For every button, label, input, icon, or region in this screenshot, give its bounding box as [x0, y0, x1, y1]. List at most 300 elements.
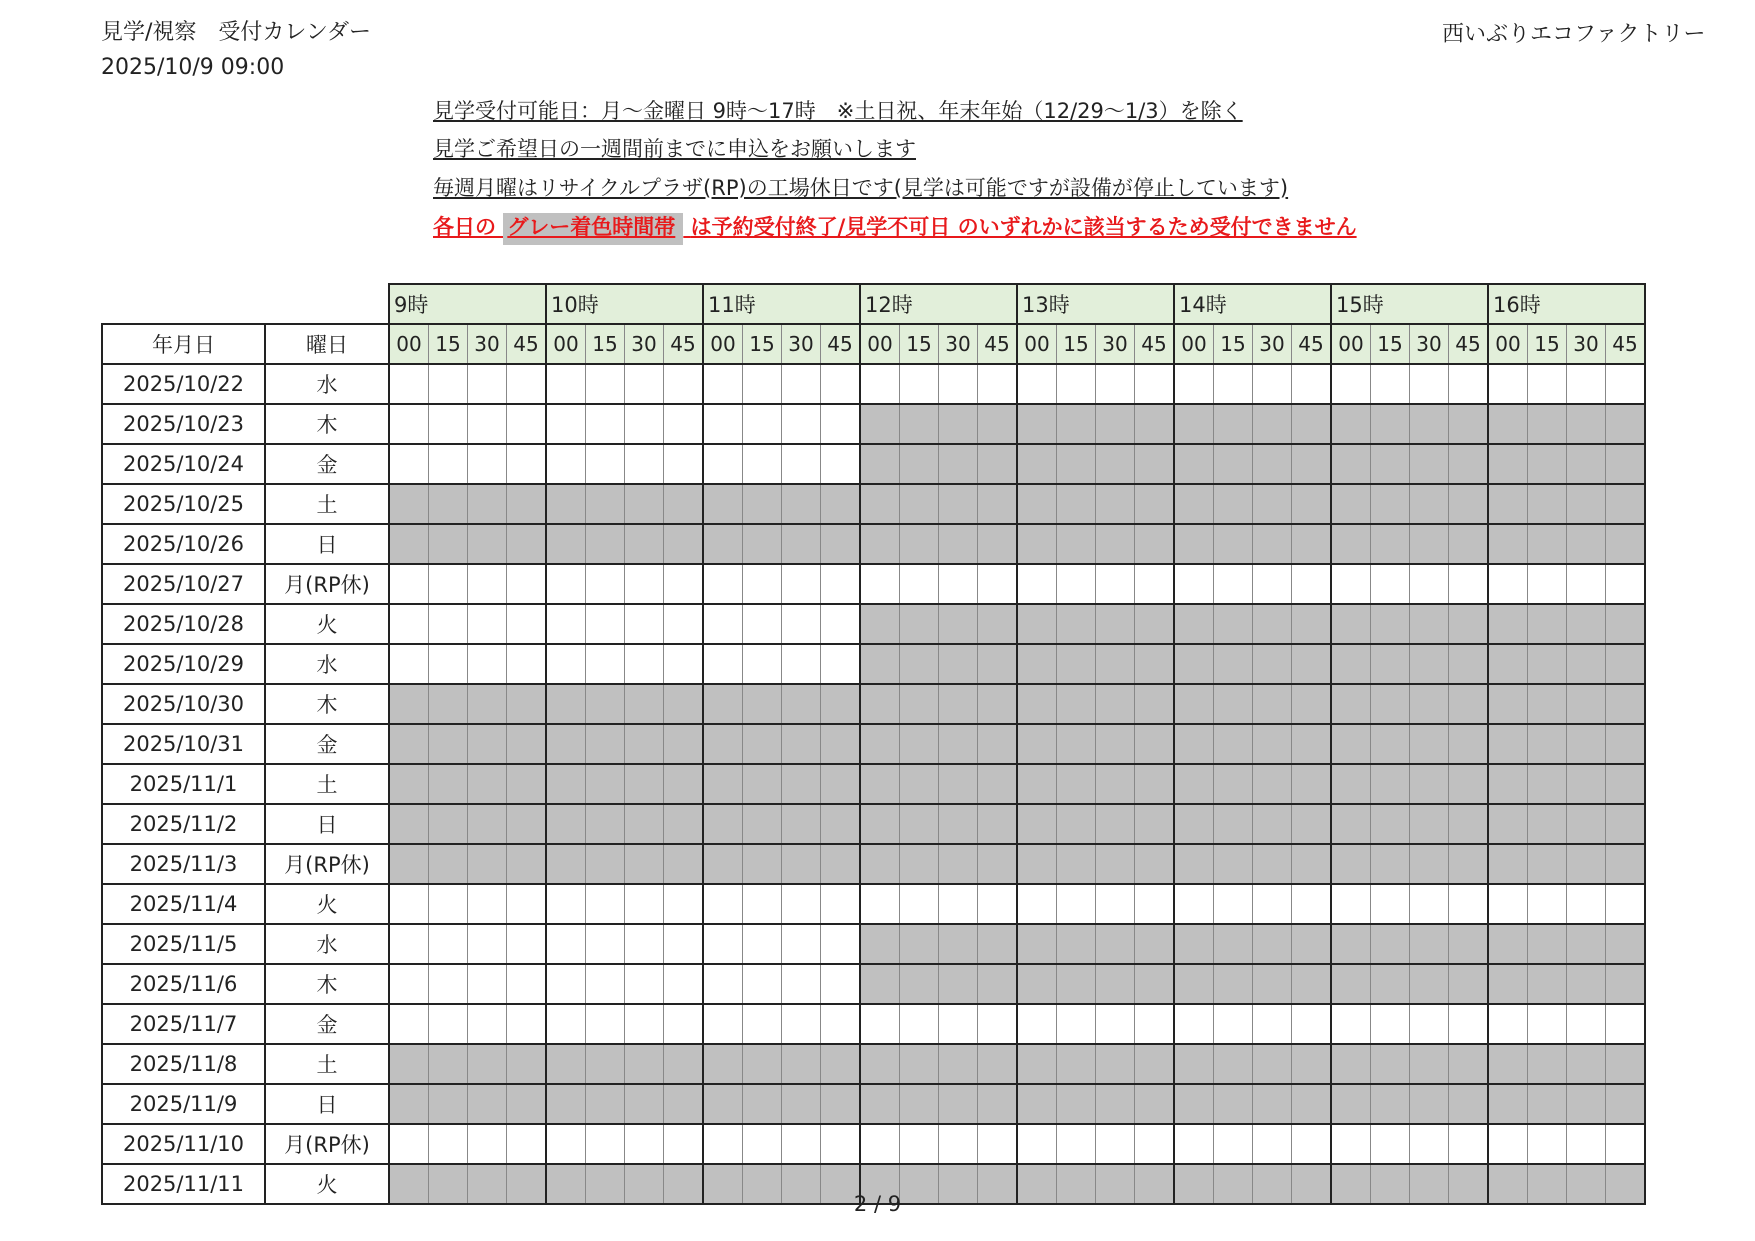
time-slot-closed	[860, 404, 900, 444]
date-cell: 2025/10/23	[102, 404, 265, 444]
table-row	[102, 764, 1645, 804]
minute-header: 00	[389, 324, 429, 364]
time-slot-closed	[625, 1044, 664, 1084]
time-slot-closed	[743, 524, 782, 564]
time-slot-open	[1488, 564, 1528, 604]
time-slot-closed	[978, 1044, 1018, 1084]
time-slot-closed	[703, 484, 743, 524]
time-slot-closed	[1096, 484, 1135, 524]
time-slot-open	[1410, 1004, 1449, 1044]
time-slot-closed	[939, 844, 978, 884]
time-slot-closed	[1331, 604, 1371, 644]
time-slot-closed	[1528, 404, 1567, 444]
time-slot-open	[586, 1004, 625, 1044]
time-slot-closed	[1214, 964, 1253, 1004]
time-slot-closed	[1488, 644, 1528, 684]
time-slot-closed	[1331, 484, 1371, 524]
time-slot-closed	[546, 844, 586, 884]
time-slot-closed	[703, 684, 743, 724]
time-slot-open	[429, 564, 468, 604]
time-slot-open	[703, 404, 743, 444]
minute-header: 00	[546, 324, 586, 364]
time-slot-closed	[1253, 644, 1292, 684]
time-slot-closed	[1606, 684, 1646, 724]
time-slot-closed	[978, 604, 1018, 644]
time-slot-closed	[743, 484, 782, 524]
time-slot-closed	[1292, 924, 1332, 964]
time-slot-closed	[900, 524, 939, 564]
time-slot-open	[1135, 1124, 1175, 1164]
time-slot-closed	[978, 1084, 1018, 1124]
time-slot-open	[978, 1124, 1018, 1164]
time-slot-open	[468, 404, 507, 444]
date-cell: 2025/10/25	[102, 484, 265, 524]
time-slot-closed	[743, 844, 782, 884]
time-slot-closed	[821, 524, 861, 564]
table-row	[102, 844, 1645, 884]
time-slot-closed	[1174, 404, 1214, 444]
time-slot-closed	[586, 1084, 625, 1124]
time-slot-closed	[546, 524, 586, 564]
time-slot-closed	[1214, 804, 1253, 844]
time-slot-closed	[1096, 964, 1135, 1004]
time-slot-open	[625, 404, 664, 444]
table-row	[102, 804, 1645, 844]
time-slot-closed	[1057, 484, 1096, 524]
time-slot-open	[782, 604, 821, 644]
table-row	[102, 1004, 1645, 1044]
time-slot-closed	[1253, 1044, 1292, 1084]
time-slot-closed	[468, 724, 507, 764]
time-slot-open	[1371, 564, 1410, 604]
note-reception-days: 見学受付可能日：月～金曜日 9時～17時 ※土日祝、年末年始（12/29～1/3）を除く	[433, 99, 1243, 123]
time-slot-open	[939, 1004, 978, 1044]
time-slot-closed	[1449, 604, 1489, 644]
time-slot-closed	[860, 764, 900, 804]
time-slot-open	[546, 1004, 586, 1044]
time-slot-open	[664, 644, 704, 684]
time-slot-closed	[1606, 1044, 1646, 1084]
time-slot-open	[1371, 364, 1410, 404]
time-slot-open	[1331, 364, 1371, 404]
time-slot-closed	[1253, 404, 1292, 444]
time-slot-closed	[625, 1084, 664, 1124]
time-slot-open	[900, 564, 939, 604]
time-slot-open	[743, 564, 782, 604]
time-slot-closed	[782, 484, 821, 524]
minute-header: 45	[821, 324, 861, 364]
time-slot-open	[1253, 1124, 1292, 1164]
time-slot-open	[1410, 364, 1449, 404]
time-slot-closed	[1057, 964, 1096, 1004]
time-slot-closed	[1606, 924, 1646, 964]
time-slot-closed	[900, 764, 939, 804]
time-slot-closed	[625, 804, 664, 844]
time-slot-open	[1174, 364, 1214, 404]
time-slot-closed	[821, 684, 861, 724]
date-column-header: 年月日	[102, 324, 265, 364]
time-slot-closed	[978, 444, 1018, 484]
time-slot-closed	[1410, 444, 1449, 484]
time-slot-open	[625, 1124, 664, 1164]
time-slot-closed	[1174, 1044, 1214, 1084]
time-slot-open	[1488, 884, 1528, 924]
time-slot-open	[586, 444, 625, 484]
time-slot-closed	[1331, 804, 1371, 844]
time-slot-closed	[1331, 1044, 1371, 1084]
time-slot-open	[625, 644, 664, 684]
minute-header: 15	[429, 324, 468, 364]
time-slot-closed	[860, 1084, 900, 1124]
time-slot-closed	[860, 924, 900, 964]
reception-calendar-table	[101, 283, 1646, 1205]
time-slot-closed	[586, 684, 625, 724]
time-slot-open	[1174, 884, 1214, 924]
time-slot-closed	[1606, 524, 1646, 564]
time-slot-closed	[1606, 844, 1646, 884]
time-slot-open	[546, 924, 586, 964]
time-slot-closed	[1017, 924, 1057, 964]
time-slot-closed	[468, 524, 507, 564]
time-slot-closed	[1096, 404, 1135, 444]
time-slot-open	[1096, 1004, 1135, 1044]
time-slot-open	[703, 604, 743, 644]
minute-header: 45	[1135, 324, 1175, 364]
time-slot-closed	[1214, 924, 1253, 964]
time-slot-closed	[507, 724, 547, 764]
time-slot-closed	[939, 404, 978, 444]
weekday-cell: 月(RP休)	[265, 564, 389, 604]
time-slot-closed	[900, 644, 939, 684]
time-slot-closed	[1606, 724, 1646, 764]
time-slot-closed	[1567, 484, 1606, 524]
time-slot-open	[743, 884, 782, 924]
time-slot-closed	[1528, 764, 1567, 804]
time-slot-closed	[1057, 724, 1096, 764]
minute-header: 30	[1253, 324, 1292, 364]
time-slot-closed	[1606, 804, 1646, 844]
time-slot-open	[625, 564, 664, 604]
time-slot-open	[1567, 364, 1606, 404]
time-slot-closed	[546, 764, 586, 804]
weekday-cell: 金	[265, 444, 389, 484]
time-slot-closed	[1606, 604, 1646, 644]
time-slot-closed	[1057, 684, 1096, 724]
hour-header: 13時	[1017, 284, 1174, 324]
time-slot-closed	[1528, 524, 1567, 564]
time-slot-open	[586, 924, 625, 964]
time-slot-closed	[1528, 1084, 1567, 1124]
time-slot-closed	[1449, 644, 1489, 684]
time-slot-closed	[1449, 1084, 1489, 1124]
time-slot-closed	[743, 1044, 782, 1084]
time-slot-open	[507, 404, 547, 444]
note-rp-holiday: 毎週月曜はリサイクルプラザ(RP)の工場休日です(見学は可能ですが設備が停止しています)	[433, 176, 1289, 200]
minute-header: 15	[1214, 324, 1253, 364]
time-slot-closed	[1017, 1084, 1057, 1124]
time-slot-closed	[1057, 524, 1096, 564]
time-slot-open	[507, 1124, 547, 1164]
time-slot-closed	[900, 844, 939, 884]
minute-header: 15	[900, 324, 939, 364]
time-slot-closed	[860, 804, 900, 844]
time-slot-closed	[1017, 444, 1057, 484]
time-slot-open	[586, 604, 625, 644]
time-slot-closed	[1096, 644, 1135, 684]
time-slot-closed	[1567, 724, 1606, 764]
time-slot-closed	[1528, 644, 1567, 684]
time-slot-open	[468, 364, 507, 404]
time-slot-open	[821, 1004, 861, 1044]
time-slot-open	[429, 364, 468, 404]
time-slot-open	[468, 444, 507, 484]
time-slot-closed	[939, 644, 978, 684]
minute-header: 45	[1606, 324, 1646, 364]
time-slot-open	[389, 1004, 429, 1044]
time-slot-closed	[1292, 684, 1332, 724]
time-slot-closed	[1017, 604, 1057, 644]
time-slot-open	[546, 364, 586, 404]
time-slot-open	[821, 364, 861, 404]
time-slot-closed	[860, 444, 900, 484]
time-slot-open	[939, 364, 978, 404]
weekday-cell: 木	[265, 964, 389, 1004]
time-slot-open	[1174, 1124, 1214, 1164]
time-slot-open	[821, 444, 861, 484]
time-slot-closed	[1135, 1044, 1175, 1084]
time-slot-open	[978, 364, 1018, 404]
time-slot-closed	[1253, 964, 1292, 1004]
time-slot-open	[1017, 884, 1057, 924]
time-slot-open	[1331, 884, 1371, 924]
time-slot-open	[546, 644, 586, 684]
weekday-cell: 土	[265, 764, 389, 804]
time-slot-open	[703, 644, 743, 684]
time-slot-open	[468, 1124, 507, 1164]
time-slot-closed	[1331, 764, 1371, 804]
time-slot-closed	[1135, 404, 1175, 444]
time-slot-closed	[1528, 724, 1567, 764]
time-slot-open	[860, 564, 900, 604]
time-slot-closed	[1135, 444, 1175, 484]
time-slot-closed	[1371, 724, 1410, 764]
table-row	[102, 604, 1645, 644]
time-slot-closed	[507, 1084, 547, 1124]
time-slot-closed	[389, 684, 429, 724]
time-slot-closed	[625, 844, 664, 884]
time-slot-closed	[1371, 924, 1410, 964]
time-slot-closed	[782, 1044, 821, 1084]
time-slot-closed	[1371, 684, 1410, 724]
time-slot-open	[429, 644, 468, 684]
time-slot-closed	[1606, 1084, 1646, 1124]
time-slot-closed	[1292, 844, 1332, 884]
time-slot-closed	[703, 724, 743, 764]
minute-header: 15	[1057, 324, 1096, 364]
time-slot-open	[586, 404, 625, 444]
time-slot-closed	[1567, 644, 1606, 684]
hour-header: 15時	[1331, 284, 1488, 324]
time-slot-closed	[1135, 484, 1175, 524]
time-slot-closed	[782, 724, 821, 764]
time-slot-closed	[782, 804, 821, 844]
time-slot-open	[389, 964, 429, 1004]
time-slot-closed	[546, 724, 586, 764]
time-slot-closed	[1488, 444, 1528, 484]
time-slot-closed	[1567, 844, 1606, 884]
time-slot-closed	[429, 1044, 468, 1084]
time-slot-closed	[1449, 484, 1489, 524]
time-slot-open	[1017, 1004, 1057, 1044]
time-slot-open	[468, 564, 507, 604]
time-slot-open	[546, 1124, 586, 1164]
time-slot-closed	[1096, 844, 1135, 884]
time-slot-closed	[860, 844, 900, 884]
time-slot-open	[546, 604, 586, 644]
time-slot-open	[1606, 1124, 1646, 1164]
weekday-cell: 火	[265, 884, 389, 924]
minute-header: 00	[703, 324, 743, 364]
time-slot-open	[507, 364, 547, 404]
time-slot-closed	[1331, 724, 1371, 764]
date-cell: 2025/10/29	[102, 644, 265, 684]
time-slot-open	[1174, 564, 1214, 604]
time-slot-open	[625, 364, 664, 404]
time-slot-open	[664, 404, 704, 444]
time-slot-open	[821, 964, 861, 1004]
time-slot-open	[389, 884, 429, 924]
time-slot-open	[468, 1004, 507, 1044]
time-slot-closed	[507, 804, 547, 844]
table-row	[102, 524, 1645, 564]
time-slot-closed	[1567, 524, 1606, 564]
minute-header: 30	[625, 324, 664, 364]
time-slot-closed	[1017, 804, 1057, 844]
weekday-cell: 月(RP休)	[265, 844, 389, 884]
time-slot-closed	[978, 404, 1018, 444]
time-slot-open	[429, 1124, 468, 1164]
time-slot-open	[586, 964, 625, 1004]
time-slot-closed	[468, 1084, 507, 1124]
time-slot-closed	[703, 844, 743, 884]
hour-header: 14時	[1174, 284, 1331, 324]
time-slot-closed	[1488, 684, 1528, 724]
time-slot-open	[1214, 1124, 1253, 1164]
time-slot-closed	[1017, 1044, 1057, 1084]
time-slot-closed	[1214, 724, 1253, 764]
time-slot-closed	[1331, 444, 1371, 484]
time-slot-open	[507, 644, 547, 684]
time-slot-closed	[1331, 924, 1371, 964]
time-slot-open	[1096, 364, 1135, 404]
time-slot-closed	[1449, 764, 1489, 804]
time-slot-closed	[1057, 844, 1096, 884]
time-slot-closed	[1292, 724, 1332, 764]
time-slot-closed	[1292, 524, 1332, 564]
time-slot-closed	[782, 764, 821, 804]
time-slot-closed	[1488, 1084, 1528, 1124]
time-slot-closed	[1606, 404, 1646, 444]
note-gray-legend-post: は予約受付終了/見学不可日 のいずれかに該当するため受付できません	[690, 215, 1357, 239]
time-slot-open	[664, 964, 704, 1004]
minute-header: 45	[1292, 324, 1332, 364]
time-slot-closed	[939, 924, 978, 964]
time-slot-closed	[1096, 804, 1135, 844]
weekday-cell: 金	[265, 1004, 389, 1044]
time-slot-closed	[900, 484, 939, 524]
time-slot-open	[1057, 564, 1096, 604]
time-slot-open	[743, 444, 782, 484]
time-slot-open	[978, 884, 1018, 924]
time-slot-closed	[1017, 524, 1057, 564]
time-slot-open	[1135, 884, 1175, 924]
time-slot-open	[664, 364, 704, 404]
time-slot-closed	[1449, 804, 1489, 844]
time-slot-closed	[625, 724, 664, 764]
time-slot-closed	[1292, 644, 1332, 684]
time-slot-open	[703, 1004, 743, 1044]
time-slot-open	[389, 404, 429, 444]
time-slot-closed	[1174, 764, 1214, 804]
time-slot-closed	[1057, 404, 1096, 444]
time-slot-open	[900, 364, 939, 404]
minute-header: 30	[468, 324, 507, 364]
time-slot-closed	[1488, 484, 1528, 524]
time-slot-closed	[1567, 924, 1606, 964]
time-slot-closed	[625, 684, 664, 724]
time-slot-closed	[900, 1084, 939, 1124]
time-slot-closed	[1057, 764, 1096, 804]
time-slot-closed	[978, 764, 1018, 804]
time-slot-closed	[468, 844, 507, 884]
time-slot-closed	[586, 844, 625, 884]
time-slot-open	[743, 604, 782, 644]
time-slot-open	[1331, 1004, 1371, 1044]
time-slot-open	[743, 364, 782, 404]
time-slot-closed	[1017, 764, 1057, 804]
table-row	[102, 364, 1645, 404]
time-slot-open	[468, 964, 507, 1004]
time-slot-closed	[389, 1084, 429, 1124]
weekday-cell: 水	[265, 364, 389, 404]
time-slot-open	[429, 604, 468, 644]
time-slot-open	[389, 564, 429, 604]
time-slot-closed	[939, 684, 978, 724]
table-row	[102, 684, 1645, 724]
time-slot-open	[1057, 884, 1096, 924]
time-slot-open	[664, 444, 704, 484]
date-cell: 2025/11/1	[102, 764, 265, 804]
time-slot-closed	[1331, 1084, 1371, 1124]
time-slot-closed	[468, 1044, 507, 1084]
time-slot-closed	[1488, 924, 1528, 964]
time-slot-open	[1449, 1004, 1489, 1044]
minute-header-row	[102, 324, 1645, 364]
time-slot-closed	[664, 804, 704, 844]
table-row	[102, 644, 1645, 684]
time-slot-open	[429, 884, 468, 924]
time-slot-closed	[1096, 724, 1135, 764]
time-slot-closed	[664, 524, 704, 564]
time-slot-closed	[978, 844, 1018, 884]
time-slot-closed	[664, 484, 704, 524]
time-slot-open	[389, 644, 429, 684]
minute-header: 15	[1371, 324, 1410, 364]
time-slot-closed	[1057, 804, 1096, 844]
time-slot-open	[625, 964, 664, 1004]
time-slot-closed	[1174, 804, 1214, 844]
time-slot-open	[782, 1004, 821, 1044]
